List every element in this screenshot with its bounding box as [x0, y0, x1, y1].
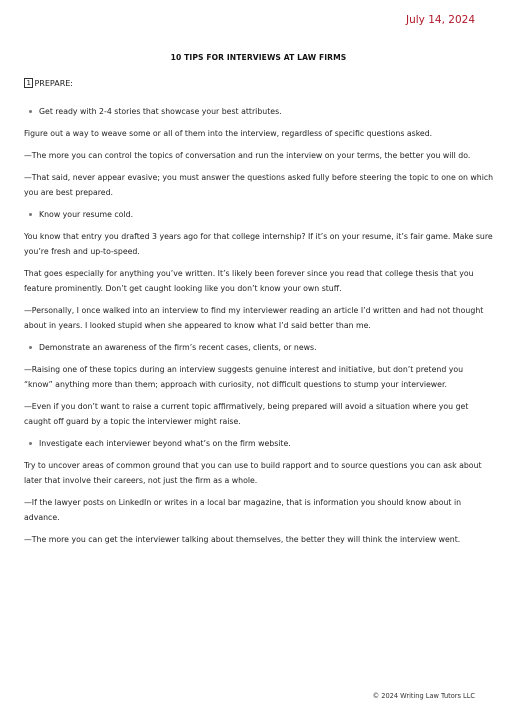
bullet-dot-icon — [29, 110, 32, 113]
bullet-text: Investigate each interviewer beyond what’s on the firm website. — [39, 439, 291, 448]
document-date: July 14, 2024 — [406, 14, 475, 26]
bullet-text: Know your resume cold. — [39, 210, 134, 219]
paragraph: Figure out a way to weave some or all of them into the interview, regardless of specific questions asked. — [24, 129, 433, 138]
paragraph: —Even if you don’t want to raise a current topic affirmatively, being prepared will avoid a situation where you get caught off guard by a topic the interviewer might raise. — [24, 402, 469, 426]
bullet-dot-icon — [29, 213, 32, 216]
section-number-box: 1 — [24, 78, 33, 88]
paragraph: —That said, never appear evasive; you must answer the questions asked fully before steering the topic to one on which you are best prepared. — [24, 173, 494, 197]
bullet-dot-icon — [29, 346, 32, 349]
bullet-item — [24, 207, 494, 222]
bullet-text: Get ready with 2-4 stories that showcase your best attributes. — [39, 107, 282, 116]
section-label: PREPARE: — [34, 78, 73, 88]
footer-copyright: © 2024 Writing Law Tutors LLC — [372, 692, 475, 700]
bullet-item — [24, 104, 494, 119]
document-title: 10 TIPS FOR INTERVIEWS AT LAW FIRMS — [170, 53, 347, 62]
paragraph: —If the lawyer posts on LinkedIn or writes in a local bar magazine, that is information you should know about in advance. — [24, 498, 462, 522]
bullet-item — [24, 340, 494, 355]
paragraph: You know that entry you drafted 3 years ago for that college internship? If it’s on your resume, it’s fair game. Make sure you’re fresh and up-to-speed. — [24, 232, 493, 256]
paragraph: Try to uncover areas of common ground that you can use to build rapport and to source questions you can ask about later that involve their careers, not just the firm as a whole. — [24, 461, 482, 485]
paragraph: —The more you can control the topics of conversation and run the interview on your terms, the better you will do. — [24, 151, 471, 160]
paragraph: —Personally, I once walked into an interview to find my interviewer reading an article I’d written and had not thought about in years. I looked stupid when she appeared to know what I’d said better than me. — [24, 306, 484, 330]
document-body — [24, 104, 494, 554]
bullet-dot-icon — [29, 442, 32, 445]
section-heading — [24, 78, 73, 88]
paragraph: —Raising one of these topics during an interview suggests genuine interest and initiative, but don’t pretend you “know” anything more than them; approach with curiosity, not difficult questions to stump your interviewer. — [24, 365, 464, 389]
bullet-item — [24, 436, 494, 451]
paragraph: —The more you can get the interviewer talking about themselves, the better they will think the interview went. — [24, 535, 461, 544]
paragraph: That goes especially for anything you’ve written. It’s likely been forever since you read that college thesis that you feature prominently. Don’t get caught looking like you don’t know your own stuff. — [24, 269, 474, 293]
bullet-text: Demonstrate an awareness of the firm’s recent cases, clients, or news. — [39, 343, 317, 352]
